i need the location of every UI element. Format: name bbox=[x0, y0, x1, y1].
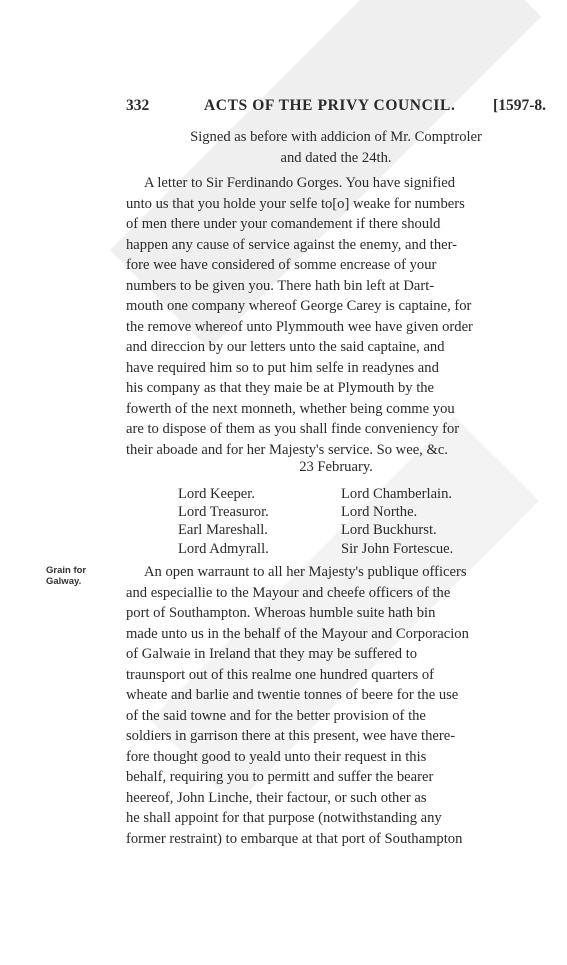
text-line: fore wee have considered of somme encrease of your bbox=[126, 257, 437, 273]
text-line: soldiers in garrison there at this present, wee have there- bbox=[126, 728, 456, 744]
text-line: of men there under your comandement if there should bbox=[126, 216, 441, 232]
attendee-name: Sir John Fortescue. bbox=[341, 540, 454, 557]
text-line: and direccion by our letters unto the said captaine, and bbox=[126, 339, 445, 355]
attendee-name: Lord Keeper. bbox=[178, 486, 255, 502]
attendee-name: Lord Buckhurst. bbox=[341, 522, 437, 539]
text-line: An open warraunt to all her Majesty's publique officers bbox=[144, 564, 467, 580]
warrant-paragraph bbox=[126, 562, 546, 849]
running-title: ACTS OF THE PRIVY COUNCIL. bbox=[204, 97, 456, 114]
letter-paragraph bbox=[126, 173, 546, 460]
margin-note-line: Galway. bbox=[46, 576, 82, 587]
text-line: fowerth of the next monneth, whether being comme you bbox=[126, 400, 455, 417]
text-line: have required him so to put him selfe in readynes and bbox=[126, 359, 439, 376]
margin-note bbox=[46, 565, 116, 587]
attendee-name: Earl Mareshall. bbox=[178, 522, 268, 539]
date-heading: 23 February. bbox=[299, 459, 373, 475]
text-line: of the said towne and for the better provision of the bbox=[126, 707, 426, 724]
text-line: heereof, John Linche, their factour, or such other as bbox=[126, 789, 427, 806]
attendees-list bbox=[178, 485, 498, 558]
text-line: numbers to be given you. There hath bin left at Dart- bbox=[126, 277, 435, 294]
text-line: the remove whereof unto Plymmouth wee have given order bbox=[126, 318, 473, 335]
text-line: A letter to Sir Ferdinando Gorges. You have signified bbox=[144, 175, 456, 191]
text-line: and especiallie to the Mayour and cheefe officers of the bbox=[126, 584, 451, 601]
running-header bbox=[126, 97, 546, 119]
attendee-row bbox=[178, 521, 498, 539]
attendee-row bbox=[178, 503, 498, 521]
attendee-name: Lord Treasuror. bbox=[178, 504, 269, 521]
header-year: [1597-8. bbox=[493, 97, 546, 114]
attendee-name: Lord Admyrall. bbox=[178, 540, 269, 557]
signed-note bbox=[126, 127, 546, 168]
text-line: he shall appoint for that purpose (notwithstanding any bbox=[126, 810, 442, 826]
text-line: mouth one company whereof George Carey is captaine, for bbox=[126, 298, 472, 314]
text-line: unto us that you holde your selfe to[o] weake for numbers bbox=[126, 195, 465, 212]
text-line: are to dispose of them as you shall finde conveniency for bbox=[126, 421, 460, 437]
text-line: of Galwaie in Ireland that they may be suffered to bbox=[126, 646, 418, 662]
text-line: traunsport out of this realme one hundred quarters of bbox=[126, 666, 435, 683]
text-line: wheate and barlie and twentie tonnes of beere for the use bbox=[126, 687, 459, 703]
text-line: his company as that they maie be at Plymouth by the bbox=[126, 380, 435, 396]
text-line: their aboade and for her Majesty's service. So wee, &c. bbox=[126, 441, 448, 458]
margin-note-line: Grain for bbox=[46, 565, 87, 576]
text-line: behalf, requiring you to permitt and suffer the bearer bbox=[126, 769, 434, 785]
page-number: 332 bbox=[126, 97, 150, 114]
attendee-name: Lord Chamberlain. bbox=[341, 486, 453, 502]
attendee-name: Lord Northe. bbox=[341, 504, 418, 521]
text-line: former restraint) to embarque at that port of Southampton bbox=[126, 830, 463, 847]
signed-note-line: Signed as before with addicion of Mr. Comptroler bbox=[190, 129, 482, 145]
text-line: made unto us in the behalf of the Mayour and Corporacion bbox=[126, 625, 469, 642]
text-line: happen any cause of service against the enemy, and ther- bbox=[126, 236, 458, 253]
text-line: port of Southampton. Wheroas humble suite hath bin bbox=[126, 605, 436, 621]
signed-note-line: and dated the 24th. bbox=[280, 149, 392, 166]
attendee-row bbox=[178, 540, 498, 558]
text-line: fore thought good to yeald unto their request in this bbox=[126, 748, 427, 765]
attendee-row bbox=[178, 485, 498, 503]
